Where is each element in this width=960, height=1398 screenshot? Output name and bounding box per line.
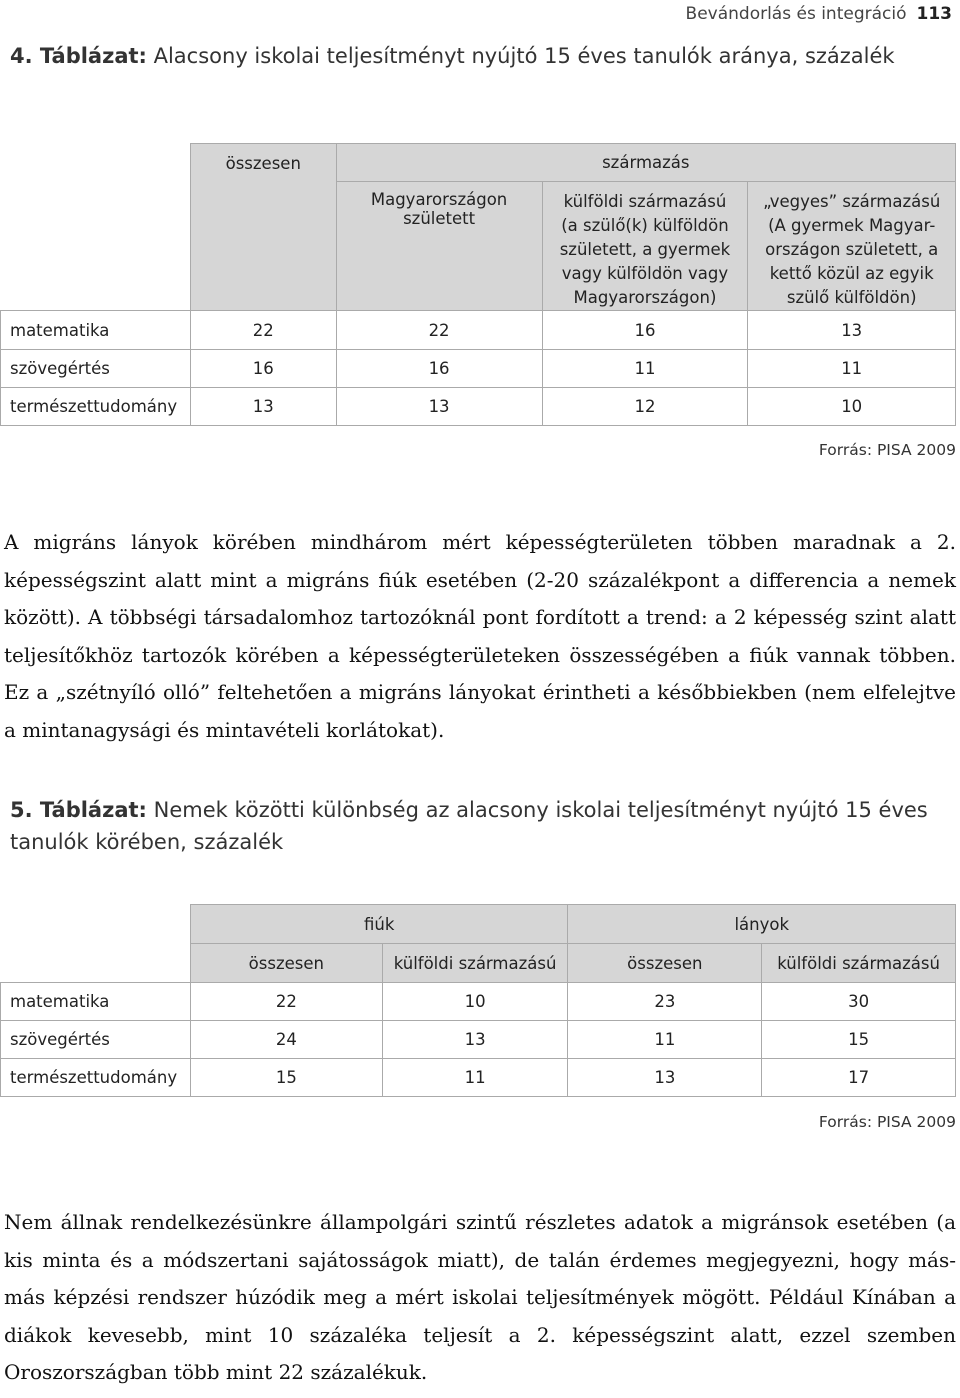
row-label: szövegértés <box>1 350 191 388</box>
cell: 17 <box>762 1059 956 1097</box>
table5-header-boys-total: összesen <box>190 944 382 983</box>
cell: 15 <box>762 1021 956 1059</box>
table5-title-text: Nemek közötti különbség az alacsony iskolai teljesítményt nyújtó 15 éves tanulók körében, százalék <box>10 798 928 854</box>
cell: 23 <box>568 983 762 1021</box>
cell: 11 <box>748 350 956 388</box>
cell: 16 <box>190 350 336 388</box>
table-row <box>1 311 956 350</box>
cell: 16 <box>336 350 542 388</box>
table4-title-text: Alacsony iskolai teljesítményt nyújtó 15 éves tanulók aránya, százalék <box>153 44 895 68</box>
cell: 12 <box>542 388 748 426</box>
running-head <box>686 4 952 24</box>
table4-header-hu-born: Magyarországon született <box>336 182 542 311</box>
table4 <box>0 143 956 426</box>
table-row <box>1 983 956 1021</box>
paragraph-2: Nem állnak rendelkezésünkre állampolgári szintű részletes adatok a migránsok esetében (a kis minta és a módszertani sajátosságok miatt), de talán érdemes megjegyezni, hogy más-más képzési rendszer húzódik meg a mért iskolai teljesítmények mögött. Például Kínában a diákok kevesebb, mint 10 százaléka teljesít a 2. képességszint alatt, ezzel szemben Oroszországban több mint 22 százalékuk. <box>4 1210 956 1384</box>
table-row <box>1 350 956 388</box>
cell: 13 <box>748 311 956 350</box>
cell: 24 <box>190 1021 382 1059</box>
running-title: Bevándorlás és integráció <box>685 4 907 24</box>
row-label: szövegértés <box>1 1021 191 1059</box>
page-number: 113 <box>916 4 952 24</box>
table4-header-mixed: „vegyes” származású (A gyermek Magyar-országon született, a kettő közül az egyik szülő külföldön) <box>748 182 956 311</box>
cell: 13 <box>568 1059 762 1097</box>
cell: 11 <box>382 1059 568 1097</box>
table4-header-foreign: külföldi származású (a szülő(k) külföldön született, a gyermek vagy külföldön vagy Magyarországon) <box>542 182 748 311</box>
cell: 10 <box>382 983 568 1021</box>
table4-number: 4. Táblázat: <box>10 44 147 68</box>
table-row <box>1 388 956 426</box>
table5-header-boys: fiúk <box>190 905 568 944</box>
table5-number: 5. Táblázat: <box>10 798 147 822</box>
table-row <box>1 1059 956 1097</box>
cell: 15 <box>190 1059 382 1097</box>
row-label: természettudomány <box>1 1059 191 1097</box>
cell: 13 <box>190 388 336 426</box>
cell: 22 <box>336 311 542 350</box>
row-label: matematika <box>1 311 191 350</box>
cell: 22 <box>190 983 382 1021</box>
row-label: matematika <box>1 983 191 1021</box>
table5-title <box>10 794 950 858</box>
cell: 22 <box>190 311 336 350</box>
cell: 10 <box>748 388 956 426</box>
table4-header-origin: származás <box>336 144 955 182</box>
cell: 11 <box>568 1021 762 1059</box>
paragraph-1: A migráns lányok körében mindhárom mért képességterületen többen maradnak a 2. képességszint alatt mint a migráns fiúk esetében (2-20 százalékpont a differencia a nemek között). A többségi társadalomhoz tartozóknál pont fordított a trend: a 2 képesség szint alatt teljesítőkhöz tartozók körében a képességterületeken összességében a fiúk vannak többen. Ez a „szétnyíló olló” feltehetően a migráns lányokat érintheti a későbbiekben (nem elfelejtve a mintanagysági és mintavételi korlátokat). <box>4 530 956 742</box>
table5-header-girls-total: összesen <box>568 944 762 983</box>
cell: 11 <box>542 350 748 388</box>
table5-header-boys-foreign: külföldi származású <box>382 944 568 983</box>
table-row <box>1 1021 956 1059</box>
table4-header-total: összesen <box>190 144 336 311</box>
table4-source: Forrás: PISA 2009 <box>818 441 956 459</box>
table5 <box>0 904 956 1097</box>
table5-header-girls-foreign: külföldi származású <box>762 944 956 983</box>
table5-source: Forrás: PISA 2009 <box>818 1113 956 1131</box>
cell: 16 <box>542 311 748 350</box>
cell: 30 <box>762 983 956 1021</box>
cell: 13 <box>336 388 542 426</box>
row-label: természettudomány <box>1 388 191 426</box>
table4-title <box>10 40 950 72</box>
table5-header-girls: lányok <box>568 905 956 944</box>
cell: 13 <box>382 1021 568 1059</box>
